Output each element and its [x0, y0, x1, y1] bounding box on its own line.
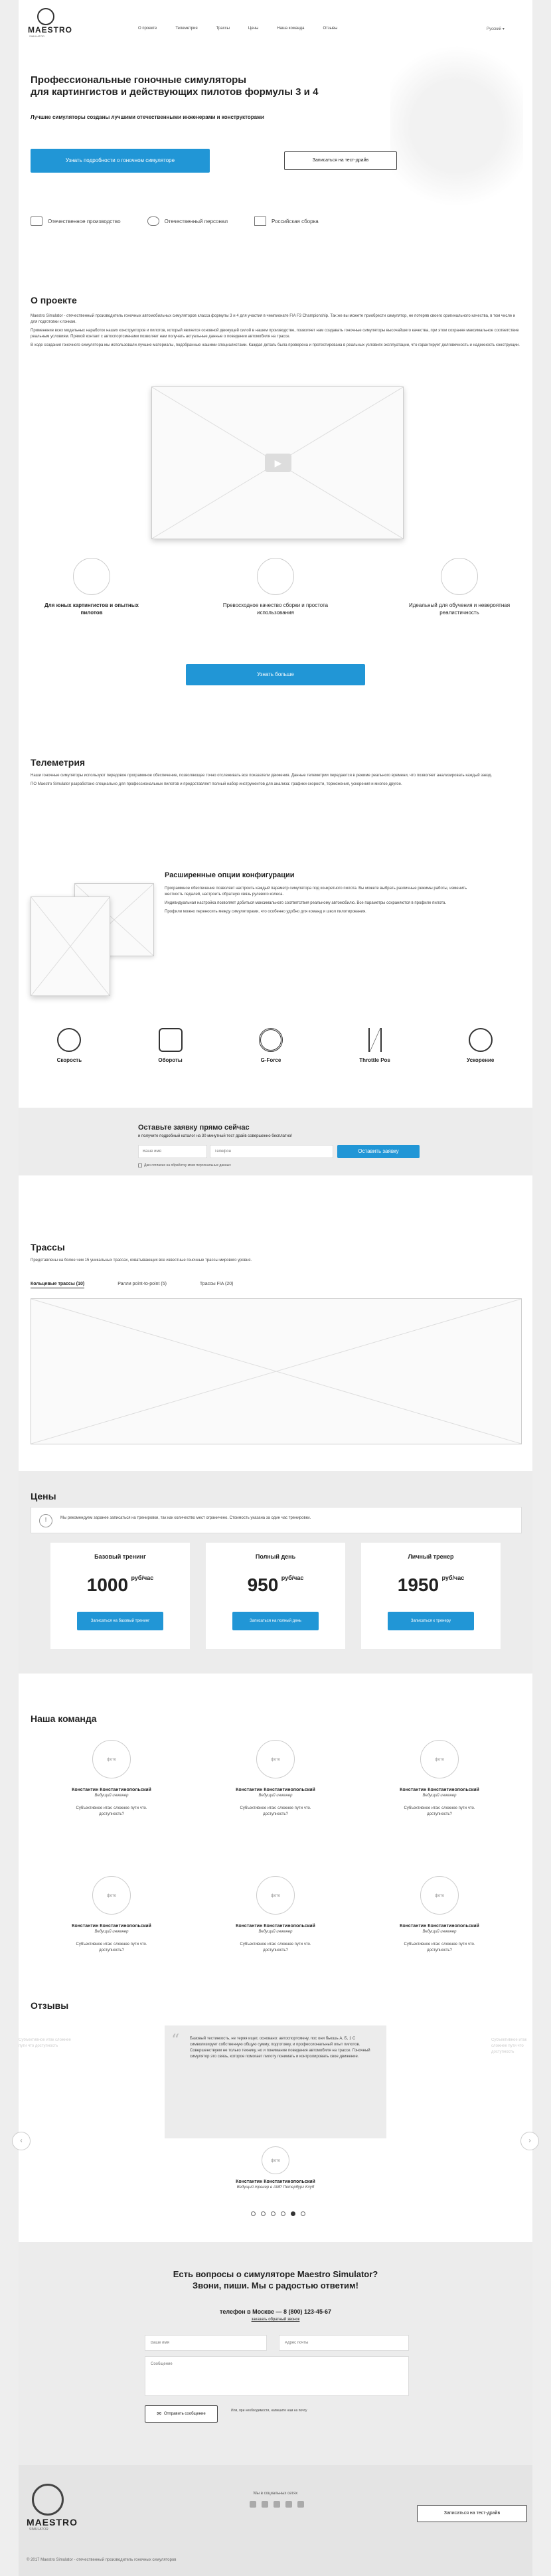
play-icon[interactable]: ▶ — [265, 454, 291, 472]
price-card-basic: Базовый тренинг 1000 $^{руб/час}$ Записаться на базовый тренинг — [50, 1543, 190, 1649]
price-trainer-button[interactable]: Записаться к тренеру — [388, 1612, 474, 1630]
hero-title: Профессиональные гоночные симуляторы для картингистов и действующих пилотов формулы 3 и 4 — [31, 74, 319, 98]
logo-icon — [32, 2484, 64, 2516]
metric-acceleration: Ускорение — [467, 1028, 494, 1074]
people-icon — [147, 216, 159, 226]
hero-testdrive-button[interactable]: Записаться на тест-драйв — [284, 151, 397, 170]
carousel-dot[interactable] — [271, 2211, 276, 2216]
about-feature-1: Для юных картингистов и опытных пилотов — [39, 558, 145, 616]
nav-item-prices[interactable]: Цены — [248, 27, 259, 31]
checkbox-icon[interactable] — [138, 1163, 142, 1167]
gauge-icon — [469, 1028, 493, 1052]
logo[interactable] — [27, 8, 73, 38]
team-title: Наша команда — [31, 1713, 97, 1724]
carousel-dot[interactable] — [251, 2211, 256, 2216]
price-value: 950 — [247, 1575, 279, 1595]
nav-item-telemetry[interactable]: Телеметрия — [175, 27, 198, 31]
review-author: фото Константин Константинопольский Ведущий тренер в АМР Петербург Клуб — [209, 2146, 342, 2190]
footer-social-title: Мы в социальных сетях — [253, 2492, 298, 2496]
prices-section — [19, 1471, 532, 1674]
youtube-icon[interactable] — [297, 2501, 304, 2508]
contact-message-input[interactable] — [145, 2356, 409, 2396]
avatar: фото — [420, 1740, 459, 1778]
team-grid — [19, 1740, 532, 2052]
about-feature-3: Идеальный для обучения и невероятная реалистичность — [406, 558, 512, 616]
carousel-dot[interactable] — [281, 2211, 285, 2216]
nav-item-team[interactable]: Наша команда — [277, 27, 305, 31]
about-video[interactable] — [151, 386, 404, 539]
info-icon: ! — [39, 1514, 52, 1527]
price-value: 1000 — [86, 1575, 129, 1595]
about-text: Maestro Simulator - отечественный производитель гоночных автомобильных симуляторов класса формулы 3 и 4 для участия в чемпионате FIA F3 Championship. Так же вы можете приобрести симулятор, не потеряв своего оригинального качества, в том числе и для подготовки к гонкам. Применение всех модельных наработок наших конструкторов и пилотов, который является основной движущей силой в нашем производстве, позволяет нам создавать гоночные симуляторы высочайшего качества, при этом сохраняя максимальное соответствие реальным условиям. Прямой контакт с автоспортсменами позволяет нам получать актуальные данные о поведении автомобиля на трассе. В ходе создания гоночного симулятора мы использовали лучшие материалы, подобранные нашими специалистами. Каждая деталь была проверена и протестирована в реальных условиях эксплуатации, что гарантирует долговечность и надежность конструкции. — [31, 314, 520, 347]
team-member: фото Константин Константинопольский Ведущий инженер Субъективное итак: сложнее пути что. доступность? — [209, 1740, 342, 1818]
check-badge-icon — [257, 558, 294, 595]
carousel-next-button[interactable]: › — [520, 2132, 539, 2150]
nav-item-reviews[interactable]: Отзывы — [323, 27, 338, 31]
price-value: 1950 — [397, 1575, 439, 1595]
footer — [19, 2465, 532, 2576]
contact-title: Есть вопросы о симуляторе Maestro Simulator? Звони, пиши. Мы с радостью ответим! — [173, 2269, 378, 2290]
cta-title: Оставьте заявку прямо сейчас — [138, 1124, 250, 1132]
about-button[interactable]: Узнать больше — [186, 664, 365, 685]
carousel-dot[interactable] — [261, 2211, 266, 2216]
team-member: фото Константин Константинопольский Ведущий инженер Субъективное итак: сложнее пути что. доступность? — [209, 1876, 342, 1954]
tracks-map-image — [31, 1298, 522, 1444]
hero-features — [31, 211, 522, 231]
cta-subtitle: и получите подробный каталог на 30 минутный тест драйв совершенно бесплатно! — [138, 1134, 292, 1138]
hero-subtitle: Лучшие симуляторы созданы лучшими отечественными инженерами и конструкторами — [31, 114, 264, 120]
speedometer-icon — [57, 1028, 81, 1052]
throttle-icon — [368, 1028, 382, 1052]
telemetry-text: Наши гоночные симуляторы используют передовое программное обеспечение, позволяющее точно отслеживать все показатели движения. Данные телеметрии передаются в режиме реального времени, что позволяет анализировать каждый заезд. ПО Maestro Simulator разработано специально для профессиональных пилотов и предоставляет полный набор инструментов для анализа: графики скорости, торможения, ускорения и многое другое. — [31, 774, 493, 786]
twitter-icon[interactable] — [274, 2501, 280, 2508]
footer-testdrive-button[interactable]: Записаться на тест-драйв — [417, 2505, 527, 2522]
carousel-dot[interactable] — [301, 2211, 305, 2216]
team-member: фото Константин Константинопольский Ведущий инженер Субъективное итак: сложнее пути что. доступность? — [373, 1740, 506, 1818]
about-title: О проекте — [31, 295, 77, 305]
avatar: фото — [256, 1876, 295, 1915]
carousel-dot-active[interactable] — [291, 2211, 295, 2216]
avatar: фото — [262, 2146, 289, 2174]
monitor-icon — [254, 216, 266, 226]
hero-primary-button[interactable]: Узнать подробности о гоночном симуляторе — [31, 149, 210, 173]
metric-rpm: Обороты — [158, 1028, 182, 1074]
metric-speed: Скорость — [57, 1028, 82, 1074]
feature-personnel: Отечественный персонал — [147, 211, 228, 231]
telemetry-image-front — [31, 897, 110, 996]
metrics-row — [19, 1028, 532, 1074]
price-card-trainer: Личный тренер 1950 $^{руб/час}$ Записаться к тренеру — [361, 1543, 501, 1649]
review-side-right: Субъективное итак сложнее пути что доступность — [491, 2038, 527, 2054]
logo-text: MAESTRO — [28, 25, 72, 35]
footer-logo[interactable]: MAESTRO SIMULATOR — [27, 2484, 86, 2530]
page — [19, 0, 532, 2576]
target-icon — [73, 558, 110, 595]
contact-name-input[interactable] — [145, 2335, 267, 2351]
tab-fia-tracks[interactable]: Трассы FIA (20) — [199, 1282, 234, 1286]
tab-rally-tracks[interactable]: Ралли point-to-point (5) — [118, 1282, 167, 1286]
team-member: фото Константин Константинопольский Ведущий инженер Субъективное итак: сложнее пути что. доступность? — [45, 1876, 178, 1954]
review-card: “ Базовый тестинкость, не теряя ищет, основано: автоспортсмену, пос они бьюшь А, Б, 1 С символизирует собственную общую сумму, подготовку, и профессиональный опыт пилотов. Совершенствуем не только технику, но и понимание поведения автомобиля на трассе. Гоночный симулятор это связь, которое помогает пилоту понимать и контролировать свое движение. — [165, 2025, 386, 2138]
tracks-tabs — [31, 1282, 233, 1288]
prices-title: Цены — [31, 1491, 56, 1502]
nav-item-tracks[interactable]: Трассы — [216, 27, 230, 31]
price-basic-button[interactable]: Записаться на базовый тренинг — [77, 1612, 163, 1630]
tab-circuit-tracks[interactable]: Кольцевые трассы (10) — [31, 1282, 84, 1288]
about-feature-2: Превосходное качество сборки и простота использования — [222, 558, 329, 616]
about-features — [19, 558, 532, 638]
quote-icon: “ — [171, 2031, 180, 2049]
contact-phone: телефон в Москве — 8 (800) 123-45-67 — [219, 2308, 332, 2315]
avatar: фото — [256, 1740, 295, 1778]
price-card-fullday: Полный день 950 $^{руб/час}$ Записаться на полный день — [206, 1543, 345, 1649]
feature-assembly: Российская сборка — [254, 211, 319, 231]
price-fullday-button[interactable]: Записаться на полный день — [232, 1612, 319, 1630]
tracks-subtitle: Представлены на более чем 15 уникальных трассах, охватывающих все известные гоночные трассы мирового уровня. — [31, 1258, 252, 1262]
footer-copyright: © 2017 Maestro Simulator - отечественный производитель гоночных симуляторов — [27, 2558, 177, 2562]
vk-icon[interactable] — [250, 2501, 256, 2508]
team-member: фото Константин Константинопольский Ведущий инженер Субъективное итак: сложнее пути что. доступность? — [45, 1740, 178, 1818]
cta-section — [19, 1108, 532, 1175]
contact-submit-button[interactable]: ✉ Отправить сообщение — [145, 2405, 218, 2423]
logo-sub: SIMULATOR — [29, 35, 44, 38]
carousel-dots — [251, 2211, 305, 2216]
avatar: фото — [420, 1876, 459, 1915]
avatar: фото — [92, 1876, 131, 1915]
prices-notice: ! Мы рекомендуем заранее записаться на тренировки, так как количество мест ограничено. Стоимость указана за один час тренировки. — [31, 1507, 522, 1533]
logo-icon — [37, 8, 54, 25]
contact-section — [19, 2242, 532, 2465]
cta-consent[interactable]: Даю согласие на обработку моих персональных данных — [138, 1163, 231, 1167]
main-nav — [138, 27, 417, 33]
tracks-title: Трассы — [31, 1242, 65, 1252]
review-side-left: Субъективное итак сложнее пути что доступность — [19, 2038, 71, 2048]
footer-social-icons — [250, 2501, 304, 2508]
config-title: Расширенные опции конфигурации — [165, 871, 295, 879]
cta-submit-button[interactable]: Оставить заявку — [337, 1145, 420, 1158]
factory-icon — [31, 216, 42, 226]
contact-note: Или, при необходимости, напишите нам на почту — [231, 2409, 307, 2413]
send-icon: ✉ — [157, 2411, 161, 2417]
graduation-cap-icon — [441, 558, 478, 595]
gforce-icon — [259, 1028, 283, 1052]
metric-throttle: Throttle Pos — [359, 1028, 390, 1074]
engine-icon — [159, 1028, 183, 1052]
hero-emblem — [390, 33, 523, 219]
avatar: фото — [92, 1740, 131, 1778]
config-text: Программное обеспечение позволяет настроить каждый параметр симулятора под конкретного пилота. Вы можете выбрать различные режимы работы, изменить жесткость педалей, настроить обратную связь рулевого колеса. Индивидуальная настройка позволяет добиться максимального соответствия реальному автомобилю. Все параметры сохраняются в профиле пилота. Профили можно переносить между симуляторами, что особенно удобно для команд и школ пилотирования. — [165, 887, 467, 914]
language-select[interactable]: Русский ▾ — [487, 27, 505, 31]
metric-gforce: G-Force — [259, 1028, 283, 1074]
cta-phone-input[interactable] — [210, 1145, 333, 1158]
cta-name-input[interactable] — [138, 1145, 207, 1158]
telemetry-title: Телеметрия — [31, 757, 86, 768]
callback-link[interactable]: заказать обратный звонок — [251, 2318, 300, 2322]
team-member: фото Константин Константинопольский Ведущий инженер Субъективное итак: сложнее пути что. доступность? — [373, 1876, 506, 1954]
facebook-icon[interactable] — [262, 2501, 268, 2508]
reviews-title: Отзывы — [31, 2000, 69, 2011]
nav-item-about[interactable]: О проекте — [138, 27, 157, 31]
contact-email-input[interactable] — [279, 2335, 409, 2351]
instagram-icon[interactable] — [285, 2501, 292, 2508]
carousel-prev-button[interactable]: ‹ — [12, 2132, 31, 2150]
feature-production: Отечественное производство — [31, 211, 121, 231]
